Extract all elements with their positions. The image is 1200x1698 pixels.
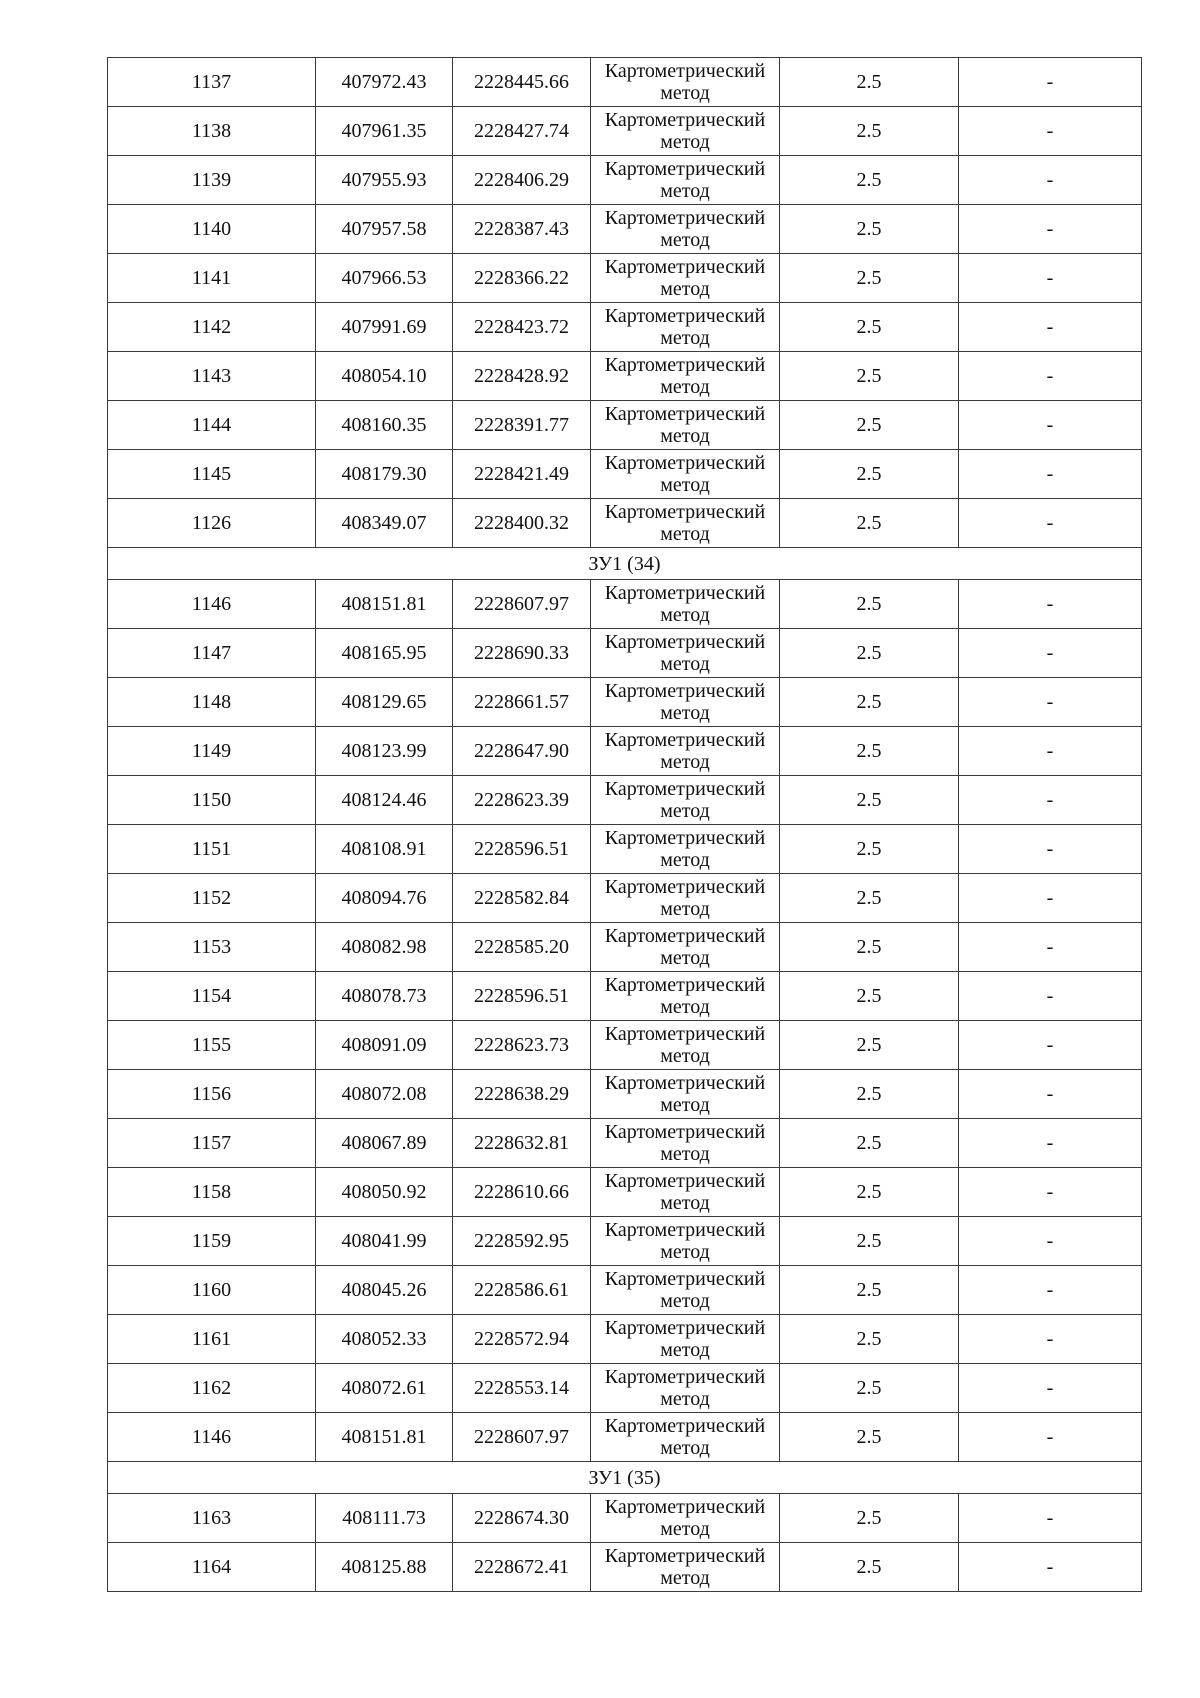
table-row xyxy=(108,1021,1142,1070)
point-number-cell: 1146 xyxy=(108,580,316,629)
method-line-2: метод xyxy=(660,1094,710,1116)
method-line-2: метод xyxy=(660,653,710,675)
y-coordinate-cell: 2228592.95 xyxy=(453,1217,591,1266)
accuracy-cell: 2.5 xyxy=(780,678,959,727)
x-coordinate-cell: 408151.81 xyxy=(316,580,453,629)
note-cell: - xyxy=(959,1119,1142,1168)
method-cell xyxy=(591,58,780,107)
table-row xyxy=(108,825,1142,874)
note-cell: - xyxy=(959,303,1142,352)
y-coordinate-cell: 2228596.51 xyxy=(453,972,591,1021)
x-coordinate-cell: 408123.99 xyxy=(316,727,453,776)
accuracy-cell: 2.5 xyxy=(780,580,959,629)
x-coordinate-cell: 408054.10 xyxy=(316,352,453,401)
accuracy-cell: 2.5 xyxy=(780,156,959,205)
method-cell xyxy=(591,156,780,205)
y-coordinate-cell: 2228366.22 xyxy=(453,254,591,303)
point-number-cell: 1143 xyxy=(108,352,316,401)
x-coordinate-cell: 407972.43 xyxy=(316,58,453,107)
method-line-2: метод xyxy=(660,1192,710,1214)
x-coordinate-cell: 408067.89 xyxy=(316,1119,453,1168)
accuracy-cell: 2.5 xyxy=(780,1494,959,1543)
y-coordinate-cell: 2228623.39 xyxy=(453,776,591,825)
note-cell: - xyxy=(959,1217,1142,1266)
y-coordinate-cell: 2228607.97 xyxy=(453,580,591,629)
note-cell: - xyxy=(959,972,1142,1021)
method-line-2: метод xyxy=(660,229,710,251)
table-row xyxy=(108,303,1142,352)
method-line-1: Картометрический xyxy=(604,778,766,800)
method-line-2: метод xyxy=(660,1143,710,1165)
point-number-cell: 1161 xyxy=(108,1315,316,1364)
accuracy-cell: 2.5 xyxy=(780,1543,959,1592)
accuracy-cell: 2.5 xyxy=(780,1168,959,1217)
table-row xyxy=(108,156,1142,205)
point-number-cell: 1156 xyxy=(108,1070,316,1119)
note-cell: - xyxy=(959,58,1142,107)
method-line-2: метод xyxy=(660,751,710,773)
accuracy-cell: 2.5 xyxy=(780,1070,959,1119)
method-line-1: Картометрический xyxy=(604,403,766,425)
point-number-cell: 1139 xyxy=(108,156,316,205)
note-cell: - xyxy=(959,1413,1142,1462)
method-cell xyxy=(591,923,780,972)
method-cell xyxy=(591,1168,780,1217)
point-number-cell: 1144 xyxy=(108,401,316,450)
coordinates-sheet xyxy=(107,57,1141,1592)
method-line-2: метод xyxy=(660,1339,710,1361)
method-line-1: Картометрический xyxy=(604,680,766,702)
point-number-cell: 1151 xyxy=(108,825,316,874)
note-cell: - xyxy=(959,107,1142,156)
y-coordinate-cell: 2228623.73 xyxy=(453,1021,591,1070)
accuracy-cell: 2.5 xyxy=(780,1119,959,1168)
accuracy-cell: 2.5 xyxy=(780,923,959,972)
note-cell: - xyxy=(959,1543,1142,1592)
note-cell: - xyxy=(959,1364,1142,1413)
y-coordinate-cell: 2228387.43 xyxy=(453,205,591,254)
note-cell: - xyxy=(959,1168,1142,1217)
y-coordinate-cell: 2228400.32 xyxy=(453,499,591,548)
method-line-1: Картометрический xyxy=(604,256,766,278)
point-number-cell: 1155 xyxy=(108,1021,316,1070)
table-row xyxy=(108,972,1142,1021)
x-coordinate-cell: 407955.93 xyxy=(316,156,453,205)
accuracy-cell: 2.5 xyxy=(780,1021,959,1070)
x-coordinate-cell: 408072.61 xyxy=(316,1364,453,1413)
coordinates-table-body xyxy=(108,58,1142,1592)
method-line-1: Картометрический xyxy=(604,827,766,849)
x-coordinate-cell: 408349.07 xyxy=(316,499,453,548)
y-coordinate-cell: 2228391.77 xyxy=(453,401,591,450)
accuracy-cell: 2.5 xyxy=(780,1413,959,1462)
point-number-cell: 1158 xyxy=(108,1168,316,1217)
method-line-2: метод xyxy=(660,523,710,545)
note-cell: - xyxy=(959,776,1142,825)
method-line-2: метод xyxy=(660,1241,710,1263)
y-coordinate-cell: 2228428.92 xyxy=(453,352,591,401)
method-line-1: Картометрический xyxy=(604,60,766,82)
method-line-2: метод xyxy=(660,1388,710,1410)
method-cell xyxy=(591,107,780,156)
point-number-cell: 1163 xyxy=(108,1494,316,1543)
table-row xyxy=(108,776,1142,825)
method-cell xyxy=(591,629,780,678)
x-coordinate-cell: 408094.76 xyxy=(316,874,453,923)
note-cell: - xyxy=(959,1494,1142,1543)
x-coordinate-cell: 407966.53 xyxy=(316,254,453,303)
method-line-1: Картометрический xyxy=(604,1415,766,1437)
point-number-cell: 1162 xyxy=(108,1364,316,1413)
method-line-2: метод xyxy=(660,180,710,202)
method-line-2: метод xyxy=(660,82,710,104)
method-line-2: метод xyxy=(660,1045,710,1067)
table-row xyxy=(108,58,1142,107)
point-number-cell: 1146 xyxy=(108,1413,316,1462)
point-number-cell: 1154 xyxy=(108,972,316,1021)
note-cell: - xyxy=(959,205,1142,254)
point-number-cell: 1152 xyxy=(108,874,316,923)
method-cell xyxy=(591,450,780,499)
y-coordinate-cell: 2228427.74 xyxy=(453,107,591,156)
x-coordinate-cell: 408072.08 xyxy=(316,1070,453,1119)
method-cell xyxy=(591,499,780,548)
method-line-2: метод xyxy=(660,947,710,969)
note-cell: - xyxy=(959,1021,1142,1070)
y-coordinate-cell: 2228672.41 xyxy=(453,1543,591,1592)
point-number-cell: 1157 xyxy=(108,1119,316,1168)
method-line-2: метод xyxy=(660,996,710,1018)
accuracy-cell: 2.5 xyxy=(780,1315,959,1364)
accuracy-cell: 2.5 xyxy=(780,352,959,401)
point-number-cell: 1150 xyxy=(108,776,316,825)
method-line-1: Картометрический xyxy=(604,1317,766,1339)
method-line-1: Картометрический xyxy=(604,501,766,523)
y-coordinate-cell: 2228586.61 xyxy=(453,1266,591,1315)
table-row xyxy=(108,401,1142,450)
method-line-2: метод xyxy=(660,1437,710,1459)
method-line-1: Картометрический xyxy=(604,1268,766,1290)
accuracy-cell: 2.5 xyxy=(780,825,959,874)
y-coordinate-cell: 2228607.97 xyxy=(453,1413,591,1462)
method-line-1: Картометрический xyxy=(604,729,766,751)
note-cell: - xyxy=(959,499,1142,548)
note-cell: - xyxy=(959,580,1142,629)
note-cell: - xyxy=(959,352,1142,401)
point-number-cell: 1141 xyxy=(108,254,316,303)
accuracy-cell: 2.5 xyxy=(780,972,959,1021)
method-cell xyxy=(591,776,780,825)
x-coordinate-cell: 408050.92 xyxy=(316,1168,453,1217)
method-line-2: метод xyxy=(660,898,710,920)
method-cell xyxy=(591,727,780,776)
y-coordinate-cell: 2228610.66 xyxy=(453,1168,591,1217)
method-cell xyxy=(591,825,780,874)
method-line-1: Картометрический xyxy=(604,1219,766,1241)
y-coordinate-cell: 2228406.29 xyxy=(453,156,591,205)
table-row xyxy=(108,727,1142,776)
point-number-cell: 1140 xyxy=(108,205,316,254)
method-line-1: Картометрический xyxy=(604,305,766,327)
table-row xyxy=(108,499,1142,548)
table-row xyxy=(108,1217,1142,1266)
method-line-2: метод xyxy=(660,1567,710,1589)
y-coordinate-cell: 2228585.20 xyxy=(453,923,591,972)
method-line-1: Картометрический xyxy=(604,631,766,653)
point-number-cell: 1147 xyxy=(108,629,316,678)
method-line-1: Картометрический xyxy=(604,1170,766,1192)
y-coordinate-cell: 2228674.30 xyxy=(453,1494,591,1543)
table-row xyxy=(108,580,1142,629)
point-number-cell: 1138 xyxy=(108,107,316,156)
accuracy-cell: 2.5 xyxy=(780,58,959,107)
method-cell xyxy=(591,352,780,401)
x-coordinate-cell: 408125.88 xyxy=(316,1543,453,1592)
note-cell: - xyxy=(959,678,1142,727)
y-coordinate-cell: 2228632.81 xyxy=(453,1119,591,1168)
point-number-cell: 1126 xyxy=(108,499,316,548)
method-line-2: метод xyxy=(660,800,710,822)
method-line-1: Картометрический xyxy=(604,1072,766,1094)
method-line-2: метод xyxy=(660,425,710,447)
method-line-1: Картометрический xyxy=(604,876,766,898)
method-line-1: Картометрический xyxy=(604,452,766,474)
x-coordinate-cell: 408111.73 xyxy=(316,1494,453,1543)
method-cell xyxy=(591,1070,780,1119)
note-cell: - xyxy=(959,156,1142,205)
method-cell xyxy=(591,1021,780,1070)
method-line-1: Картометрический xyxy=(604,1496,766,1518)
note-cell: - xyxy=(959,1315,1142,1364)
x-coordinate-cell: 407991.69 xyxy=(316,303,453,352)
method-cell xyxy=(591,303,780,352)
method-line-2: метод xyxy=(660,1518,710,1540)
method-cell xyxy=(591,1315,780,1364)
note-cell: - xyxy=(959,874,1142,923)
x-coordinate-cell: 408160.35 xyxy=(316,401,453,450)
note-cell: - xyxy=(959,254,1142,303)
x-coordinate-cell: 408082.98 xyxy=(316,923,453,972)
x-coordinate-cell: 407961.35 xyxy=(316,107,453,156)
method-cell xyxy=(591,1543,780,1592)
table-row xyxy=(108,629,1142,678)
y-coordinate-cell: 2228421.49 xyxy=(453,450,591,499)
coordinates-table xyxy=(107,57,1142,1592)
table-row xyxy=(108,1543,1142,1592)
section-header-row xyxy=(108,548,1142,580)
table-row xyxy=(108,678,1142,727)
method-cell xyxy=(591,874,780,923)
method-line-2: метод xyxy=(660,327,710,349)
accuracy-cell: 2.5 xyxy=(780,776,959,825)
accuracy-cell: 2.5 xyxy=(780,450,959,499)
method-cell xyxy=(591,1217,780,1266)
table-row xyxy=(108,1070,1142,1119)
method-line-2: метод xyxy=(660,474,710,496)
y-coordinate-cell: 2228553.14 xyxy=(453,1364,591,1413)
method-line-2: метод xyxy=(660,702,710,724)
method-line-1: Картометрический xyxy=(604,582,766,604)
y-coordinate-cell: 2228596.51 xyxy=(453,825,591,874)
note-cell: - xyxy=(959,401,1142,450)
note-cell: - xyxy=(959,825,1142,874)
method-cell xyxy=(591,1266,780,1315)
table-row xyxy=(108,1119,1142,1168)
method-line-1: Картометрический xyxy=(604,1023,766,1045)
point-number-cell: 1160 xyxy=(108,1266,316,1315)
method-line-2: метод xyxy=(660,278,710,300)
method-cell xyxy=(591,1494,780,1543)
table-row xyxy=(108,1364,1142,1413)
method-cell xyxy=(591,205,780,254)
method-line-1: Картометрический xyxy=(604,1366,766,1388)
accuracy-cell: 2.5 xyxy=(780,107,959,156)
note-cell: - xyxy=(959,923,1142,972)
section-header-row xyxy=(108,1462,1142,1494)
point-number-cell: 1142 xyxy=(108,303,316,352)
point-number-cell: 1153 xyxy=(108,923,316,972)
x-coordinate-cell: 408078.73 xyxy=(316,972,453,1021)
y-coordinate-cell: 2228690.33 xyxy=(453,629,591,678)
point-number-cell: 1159 xyxy=(108,1217,316,1266)
method-cell xyxy=(591,1119,780,1168)
method-line-2: метод xyxy=(660,376,710,398)
table-row xyxy=(108,923,1142,972)
accuracy-cell: 2.5 xyxy=(780,499,959,548)
table-row xyxy=(108,1315,1142,1364)
note-cell: - xyxy=(959,727,1142,776)
table-row xyxy=(108,205,1142,254)
table-row xyxy=(108,1168,1142,1217)
y-coordinate-cell: 2228423.72 xyxy=(453,303,591,352)
table-row xyxy=(108,352,1142,401)
method-line-1: Картометрический xyxy=(604,1121,766,1143)
table-row xyxy=(108,107,1142,156)
table-row xyxy=(108,1266,1142,1315)
method-line-1: Картометрический xyxy=(604,207,766,229)
accuracy-cell: 2.5 xyxy=(780,303,959,352)
x-coordinate-cell: 408179.30 xyxy=(316,450,453,499)
method-cell xyxy=(591,972,780,1021)
point-number-cell: 1145 xyxy=(108,450,316,499)
method-line-2: метод xyxy=(660,604,710,626)
method-cell xyxy=(591,1364,780,1413)
method-cell xyxy=(591,254,780,303)
point-number-cell: 1164 xyxy=(108,1543,316,1592)
accuracy-cell: 2.5 xyxy=(780,1266,959,1315)
method-line-1: Картометрический xyxy=(604,925,766,947)
note-cell: - xyxy=(959,1266,1142,1315)
x-coordinate-cell: 408165.95 xyxy=(316,629,453,678)
note-cell: - xyxy=(959,629,1142,678)
method-line-1: Картометрический xyxy=(604,109,766,131)
y-coordinate-cell: 2228661.57 xyxy=(453,678,591,727)
y-coordinate-cell: 2228647.90 xyxy=(453,727,591,776)
y-coordinate-cell: 2228445.66 xyxy=(453,58,591,107)
table-row xyxy=(108,1413,1142,1462)
table-row xyxy=(108,1494,1142,1543)
x-coordinate-cell: 407957.58 xyxy=(316,205,453,254)
method-line-1: Картометрический xyxy=(604,1545,766,1567)
x-coordinate-cell: 408151.81 xyxy=(316,1413,453,1462)
accuracy-cell: 2.5 xyxy=(780,1364,959,1413)
method-line-2: метод xyxy=(660,1290,710,1312)
y-coordinate-cell: 2228582.84 xyxy=(453,874,591,923)
x-coordinate-cell: 408045.26 xyxy=(316,1266,453,1315)
point-number-cell: 1149 xyxy=(108,727,316,776)
accuracy-cell: 2.5 xyxy=(780,401,959,450)
method-cell xyxy=(591,580,780,629)
y-coordinate-cell: 2228572.94 xyxy=(453,1315,591,1364)
point-number-cell: 1137 xyxy=(108,58,316,107)
method-line-1: Картометрический xyxy=(604,158,766,180)
table-row xyxy=(108,874,1142,923)
accuracy-cell: 2.5 xyxy=(780,727,959,776)
method-line-1: Картометрический xyxy=(604,974,766,996)
accuracy-cell: 2.5 xyxy=(780,254,959,303)
accuracy-cell: 2.5 xyxy=(780,874,959,923)
accuracy-cell: 2.5 xyxy=(780,1217,959,1266)
x-coordinate-cell: 408129.65 xyxy=(316,678,453,727)
table-row xyxy=(108,450,1142,499)
point-number-cell: 1148 xyxy=(108,678,316,727)
method-line-2: метод xyxy=(660,849,710,871)
method-cell xyxy=(591,678,780,727)
section-title: ЗУ1 (34) xyxy=(108,548,1142,580)
note-cell: - xyxy=(959,1070,1142,1119)
method-line-2: метод xyxy=(660,131,710,153)
x-coordinate-cell: 408108.91 xyxy=(316,825,453,874)
x-coordinate-cell: 408052.33 xyxy=(316,1315,453,1364)
accuracy-cell: 2.5 xyxy=(780,629,959,678)
x-coordinate-cell: 408091.09 xyxy=(316,1021,453,1070)
method-cell xyxy=(591,401,780,450)
table-row xyxy=(108,254,1142,303)
section-title: ЗУ1 (35) xyxy=(108,1462,1142,1494)
accuracy-cell: 2.5 xyxy=(780,205,959,254)
x-coordinate-cell: 408124.46 xyxy=(316,776,453,825)
note-cell: - xyxy=(959,450,1142,499)
method-cell xyxy=(591,1413,780,1462)
y-coordinate-cell: 2228638.29 xyxy=(453,1070,591,1119)
method-line-1: Картометрический xyxy=(604,354,766,376)
x-coordinate-cell: 408041.99 xyxy=(316,1217,453,1266)
